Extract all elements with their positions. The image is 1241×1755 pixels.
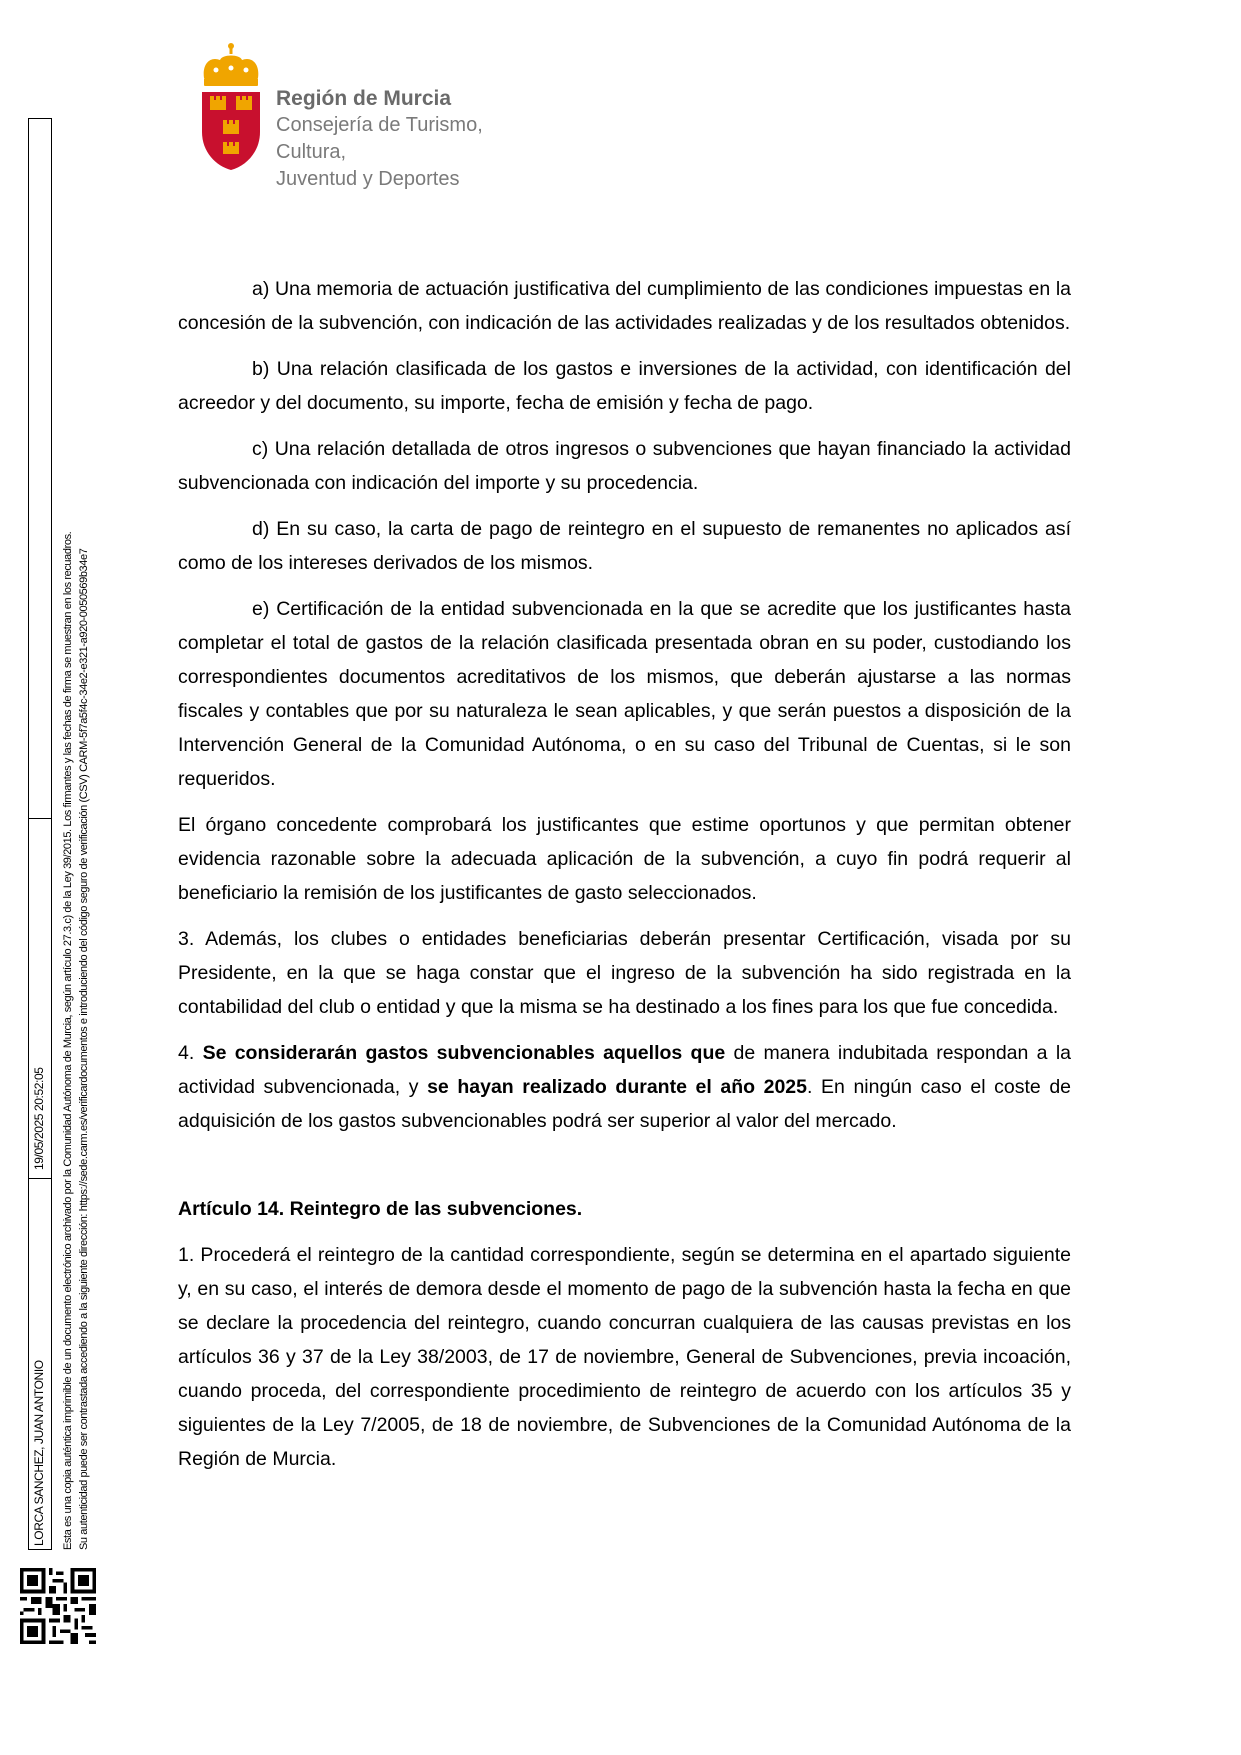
legal-notice-line1: Esta es una copia auténtica imprimible de un documento electrónico archivado por la Comunidad Autónoma de Murcia, según artículo 27.3.c) de la Ley 39/2015. Los firmantes y las fechas de firma se muestran en los recuadros.	[62, 531, 74, 1550]
region-murcia-coat-of-arms-icon	[196, 40, 266, 175]
dept-name-line2: Juventud y Deportes	[276, 168, 460, 190]
org-name: Región de Murcia	[276, 87, 452, 110]
paragraph-d: d) En su caso, la carta de pago de reintegro en el supuesto de remanentes no aplicados así como de los intereses derivados de los mismos.	[178, 518, 1071, 574]
p4-text-1: de manera indubitada respondan a la actividad subvencionada, y	[178, 1042, 1071, 1098]
paragraph-a: a) Una memoria de actuación justificativa del cumplimiento de las condiciones impuestas en la concesión de la subvención, con indicación de las actividades realizadas y de los resultados obtenidos.	[178, 278, 1071, 334]
p4-bold-1: Se considerarán gastos subvencionables aquellos que	[202, 1042, 726, 1064]
article-14-heading: Artículo 14. Reintegro de las subvenciones.	[178, 1198, 583, 1220]
signature-stamp	[28, 118, 54, 1558]
p4-number: 4.	[178, 1042, 203, 1064]
document-body	[178, 272, 1071, 1488]
signer-name: LORCA SANCHEZ, JUAN ANTONIO	[32, 1360, 46, 1546]
article-14-paragraph-1: 1. Procederá el reintegro de la cantidad correspondiente, según se determina en el apartado siguiente y, en su caso, el interés de demora desde el momento de pago de la subvención hasta la fecha en que se declare la procedencia del reintegro, cuando concurran cualquiera de las causas previstas en los artículos 36 y 37 de la Ley 38/2003, de 17 de noviembre, General de Subvenciones, previa incoación, cuando proceda, del correspondiente procedimiento de reintegro de acuerdo con los artículos 35 y siguientes de la Ley 7/2005, de 18 de noviembre, de Subvenciones de la Comunidad Autónoma de la Región de Murcia.	[178, 1244, 1071, 1470]
paragraph-3: 3. Además, los clubes o entidades beneficiarias deberán presentar Certificación, visada por su Presidente, en la que se haga constar que el ingreso de la subvención ha sido registrada en la contabilidad del club o entidad y que la misma se ha destinado a los fines para los que fue concedida.	[178, 928, 1071, 1018]
legal-notice-line2: Su autenticidad puede ser contrastada accediendo a la siguiente dirección: https://sede.carm.es/verificardocumentos e introduciendo del código seguro de verificación (CSV) CARM-5f7a5f4c-34e2-e321-a920-0050569b34e7	[78, 548, 90, 1550]
dept-name-line1: Consejería de Turismo, Cultura,	[276, 114, 483, 163]
header-logo	[196, 40, 556, 190]
paragraph-b: b) Una relación clasificada de los gastos e inversiones de la actividad, con identificación del acreedor y del documento, su importe, fecha de emisión y fecha de pago.	[178, 358, 1071, 414]
paragraph-e: e) Certificación de la entidad subvencionada en la que se acredite que los justificantes hasta completar el total de gastos de la relación clasificada presentada obran en su poder, custodiando los correspondientes documentos acreditativos de los mismos, que deberán ajustarse a las normas fiscales y contables que por su naturaleza le sean aplicables, y que serán puestos a disposición de la Intervención General de la Comunidad Autónoma, o en su caso del Tribunal de Cuentas, si le son requeridos.	[178, 598, 1071, 790]
qr-code-icon	[20, 1568, 96, 1644]
p4-bold-2: se hayan realizado durante el año 2025	[427, 1076, 807, 1098]
paragraph-c: c) Una relación detallada de otros ingresos o subvenciones que hayan financiado la actividad subvencionada con indicación del importe y su procedencia.	[178, 438, 1071, 494]
signature-date: 19/05/2025 20:52:05	[32, 1067, 46, 1170]
verification-notice	[60, 470, 96, 1560]
paragraph-4	[178, 1036, 1071, 1138]
p4-text-2: . En ningún caso el coste de adquisición de los gastos subvencionables podrá ser superior al valor del mercado.	[178, 1076, 1072, 1132]
paragraph-organo: El órgano concedente comprobará los justificantes que estime oportunos y que permitan obtener evidencia razonable sobre la adecuada aplicación de la subvención, a cuyo fin podrá requerir al beneficiario la remisión de los justificantes de gasto seleccionados.	[178, 814, 1071, 904]
